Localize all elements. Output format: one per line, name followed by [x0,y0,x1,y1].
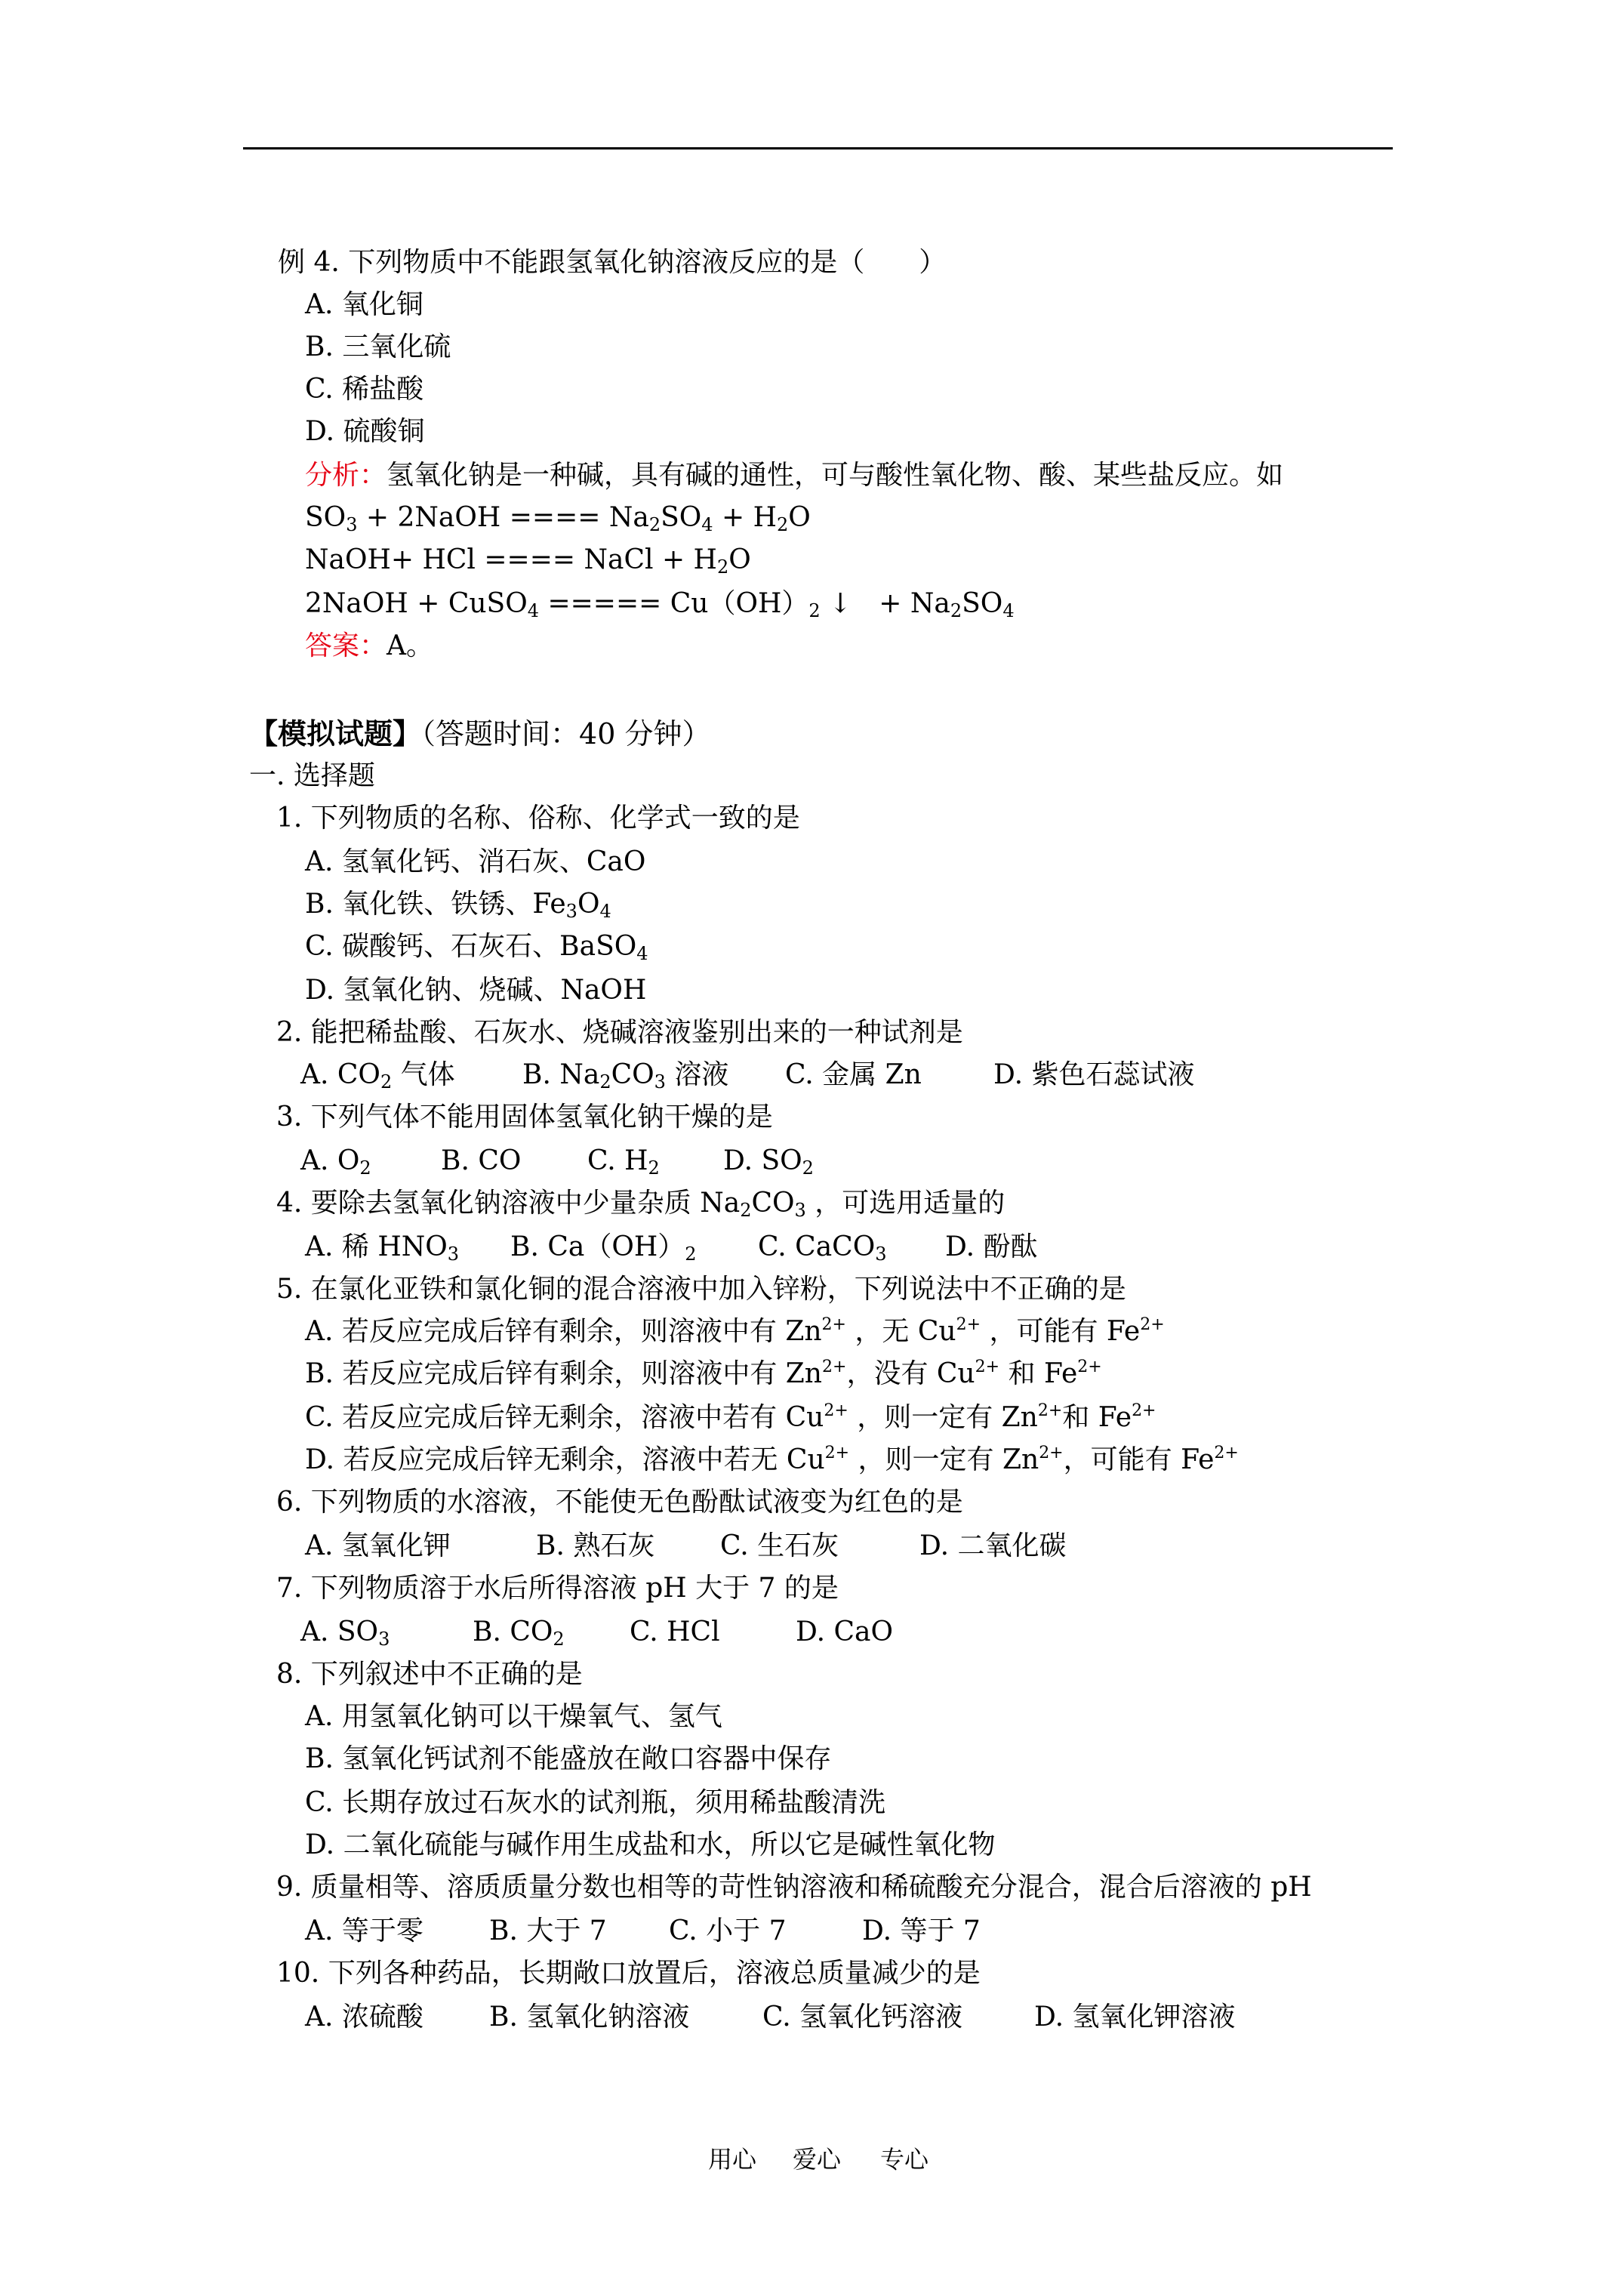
question-2-option-d: D. 紫色石蕊试液 [993,1059,1195,1090]
question-4-option-d: D. 酚酞 [945,1231,1038,1262]
question-10: 10. 下列各种药品，长期敞口放置后，溶液总质量减少的是 [276,1958,981,1989]
question-6-option-b: B. 熟石灰 [536,1530,655,1561]
footer-text-1: 用心 [708,2145,757,2174]
question-10-option-a: A. 浓硫酸 [305,2002,423,2032]
question-9-option-b: B. 大于 7 [489,1915,607,1946]
question-7-option-b: B. $CO_2$ [473,1616,565,1650]
example4-question: 例 4. 下列物质中不能跟氢氧化钠溶液反应的是（ ） [278,247,947,278]
question-9-option-a: A. 等于零 [305,1915,423,1946]
answer-label: 答案： [305,630,387,661]
question-10-option-c: C. 氢氧化钙溶液 [762,2002,963,2032]
section-time: （答题时间：40 分钟） [421,717,711,750]
question-8: 8. 下列叙述中不正确的是 [276,1659,583,1690]
answer-text: A。 [387,630,434,661]
question-10-option-d: D. 氢氧化钾溶液 [1034,2002,1236,2032]
example4-option-a: A. 氧化铜 [305,289,423,320]
question-2: 2. 能把稀盐酸、石灰水、烧碱溶液鉴别出来的一种试剂是 [276,1017,963,1048]
question-2-option-c: C. 金属 Zn [785,1059,922,1090]
question-2-option-b: B. $Na_2CO_3$ 溶液 [522,1059,729,1093]
question-5-option-a: A. 若反应完成后锌有剩余，则溶液中有 $Zn^{2+}$ ，无 $Cu^{2+}$ ，可能有 $Fe^{2+}$ [305,1315,1165,1347]
question-7-option-d: D. CaO [796,1616,893,1647]
question-3-option-c: C. $H_2$ [587,1145,660,1179]
footer-text-2: 爱心 [793,2145,842,2174]
example4-option-d: D. 硫酸铜 [305,416,425,447]
question-9: 9. 质量相等、溶质质量分数也相等的苛性钠溶液和稀硫酸充分混合，混合后溶液的 pH [276,1872,1312,1903]
analysis-label: 分析： [305,460,387,491]
question-6-option-c: C. 生石灰 [720,1530,839,1561]
question-4-option-a: A. 稀 $HNO_3$ [305,1231,460,1265]
section-title: 【模拟试题】 [249,717,422,750]
equation-1: $SO_3$ + 2NaOH ==== $Na_2SO_4 + H_2O$ [305,502,811,535]
question-7-option-c: C. HCl [630,1616,720,1647]
question-3-option-b: B. CO [441,1145,522,1176]
question-6: 6. 下列物质的水溶液，不能使无色酚酞试液变为红色的是 [276,1487,963,1518]
header-rule [243,147,1393,149]
question-1-option-d: D. 氢氧化钠、烧碱、NaOH [305,975,647,1006]
question-7: 7. 下列物质溶于水后所得溶液 pH 大于 7 的是 [276,1573,839,1604]
footer-text-3: 专心 [880,2145,929,2174]
question-4-option-b: B. $Ca(OH)_2$ [510,1231,697,1265]
question-8-option-a: A. 用氢氧化钠可以干燥氧气、氢气 [305,1701,722,1732]
question-9-option-c: C. 小于 7 [669,1915,787,1946]
analysis-text: 氢氧化钠是一种碱，具有碱的通性，可与酸性氧化物、酸、某些盐反应。如 [387,460,1284,491]
question-2-option-a: A. $CO_2$ 气体 [300,1059,455,1093]
question-8-option-c: C. 长期存放过石灰水的试剂瓶，须用稀盐酸清洗 [305,1787,886,1818]
example4-option-c: C. 稀盐酸 [305,374,424,405]
question-3-option-d: D. $SO_2$ [723,1145,814,1179]
question-5-option-b: B. 若反应完成后锌有剩余，则溶液中有 $Zn^{2+}$，没有 $Cu^{2+}$ 和 $Fe^{2+}$ [305,1358,1102,1389]
part-title: 一. 选择题 [249,760,375,791]
question-1-option-a: A. 氢氧化钙、消石灰、CaO [305,846,646,877]
question-3-option-a: A. $O_2$ [300,1145,371,1179]
section-heading [249,717,710,750]
example4-analysis [305,459,1283,492]
example4-option-b: B. 三氧化硫 [305,331,451,362]
question-4: 4. 要除去氢氧化钠溶液中少量杂质 $Na_2CO_3$ ，可选用适量的 [276,1188,1006,1221]
question-1-option-b: B. 氧化铁、铁锈、$Fe_3O_4$ [305,889,611,922]
question-3: 3. 下列气体不能用固体氢氧化钠干燥的是 [276,1102,773,1133]
question-4-option-c: C. CaCO$_3$ [758,1231,887,1265]
equation-3: 2NaOH + CuSO$_4$ ===== $Cu(OH)_2$ ↓ + $Na_2SO_4$ [305,588,1015,621]
question-5-option-d: D. 若反应完成后锌无剩余，溶液中若无 $Cu^{2+}$ ，则一定有 $Zn^{2+}$，可能有 $Fe^{2+}$ [305,1444,1239,1475]
question-1-option-c: C. 碳酸钙、石灰石、BaSO$_4$ [305,931,648,964]
question-8-option-d: D. 二氧化硫能与碱作用生成盐和水，所以它是碱性氧化物 [305,1829,996,1860]
question-6-option-d: D. 二氧化碳 [919,1530,1067,1561]
question-7-option-a: A. $SO_3$ [300,1616,390,1650]
question-10-option-b: B. 氢氧化钠溶液 [489,2002,690,2032]
question-1: 1. 下列物质的名称、俗称、化学式一致的是 [276,803,800,834]
question-8-option-b: B. 氢氧化钙试剂不能盛放在敞口容器中保存 [305,1743,832,1774]
question-5: 5. 在氯化亚铁和氯化铜的混合溶液中加入锌粉，下列说法中不正确的是 [276,1274,1126,1305]
question-5-option-c: C. 若反应完成后锌无剩余，溶液中若有 $Cu^{2+}$ ，则一定有 $Zn^{2+}$和 $Fe^{2+}$ [305,1401,1156,1433]
equation-2: NaOH+ HCl ==== NaCl + $H_2O$ [305,544,751,578]
question-9-option-d: D. 等于 7 [862,1915,981,1946]
example4-answer [305,630,433,663]
question-6-option-a: A. 氢氧化钾 [305,1530,451,1561]
